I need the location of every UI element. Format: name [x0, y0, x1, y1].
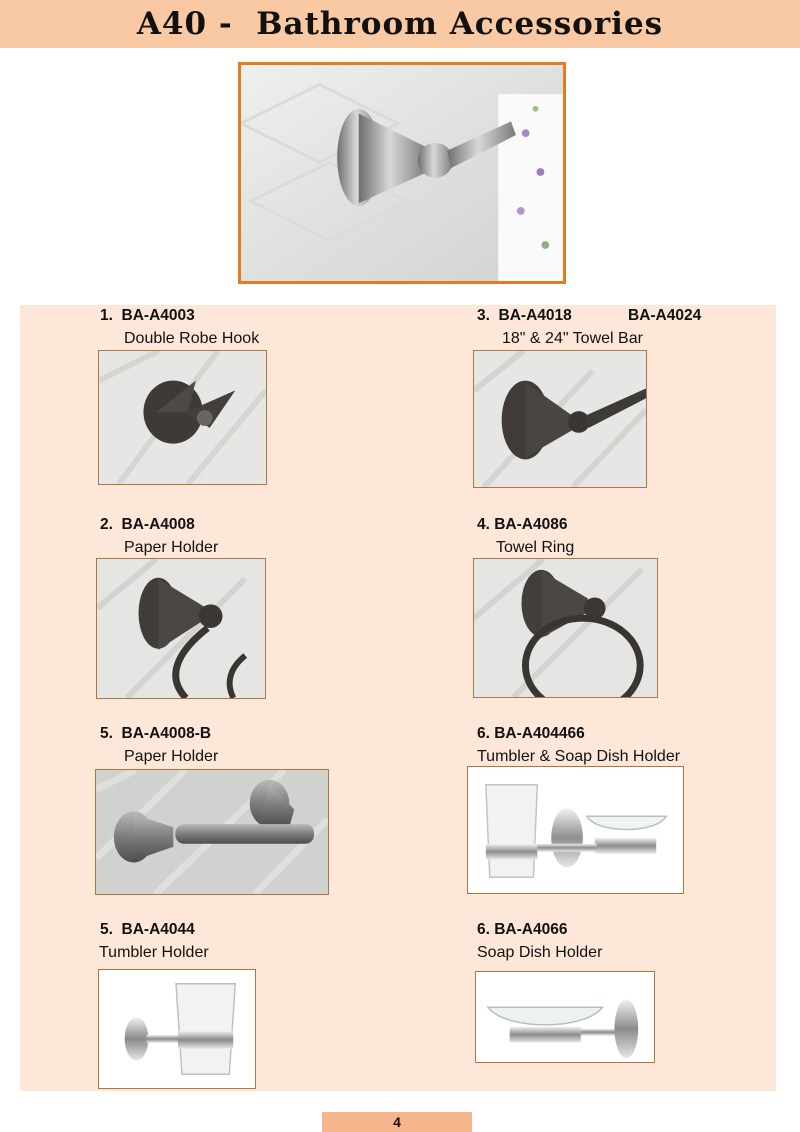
towel-ring-image	[474, 559, 657, 697]
product-code: 4. BA-A4086	[477, 516, 568, 533]
towel-ring-photo	[473, 558, 658, 698]
hero-photo	[238, 62, 566, 284]
product-code: 1. BA-A4003	[100, 307, 195, 324]
product-description: 18" & 24" Towel Bar	[502, 330, 643, 347]
product-description: Double Robe Hook	[124, 330, 260, 347]
product-description: Paper Holder	[124, 539, 219, 556]
product-code: 5. BA-A4044	[100, 921, 195, 938]
soap-dish-holder-photo	[475, 971, 655, 1063]
tumbler-soap-dish-holder-photo	[467, 766, 684, 894]
page-number: 4	[322, 1112, 472, 1132]
towel-bar-photo	[473, 350, 647, 488]
paper-holder-image	[97, 559, 265, 698]
page-header	[0, 0, 800, 48]
tumbler-holder-photo	[98, 969, 256, 1089]
product-code: 6. BA-A4066	[477, 921, 568, 938]
product-description: Soap Dish Holder	[477, 944, 603, 961]
towel-bar-photo-image	[241, 65, 563, 281]
product-code: 3. BA-A4018	[477, 307, 572, 324]
paper-holder-photo	[96, 558, 266, 699]
product-code-secondary: BA-A4024	[628, 307, 702, 324]
page-title: A40 - Bathroom Accessories	[136, 6, 664, 42]
product-code: 6. BA-A404466	[477, 725, 585, 742]
product-panel	[20, 305, 776, 1091]
soap-dish-holder-image	[476, 972, 654, 1062]
tumbler-holder-image	[99, 970, 255, 1088]
product-code: 5. BA-A4008-B	[100, 725, 212, 742]
product-description: Towel Ring	[496, 539, 575, 556]
robe-hook-photo	[98, 350, 267, 485]
towel-bar-image	[474, 351, 646, 487]
paper-holder-b-photo	[95, 769, 329, 895]
product-description: Paper Holder	[124, 748, 219, 765]
tumbler-soap-dish-holder-image	[468, 767, 683, 893]
robe-hook-image	[99, 351, 266, 484]
paper-holder-b-image	[96, 770, 328, 894]
product-description: Tumbler & Soap Dish Holder	[477, 748, 681, 765]
product-code: 2. BA-A4008	[100, 516, 195, 533]
product-description: Tumbler Holder	[99, 944, 209, 961]
